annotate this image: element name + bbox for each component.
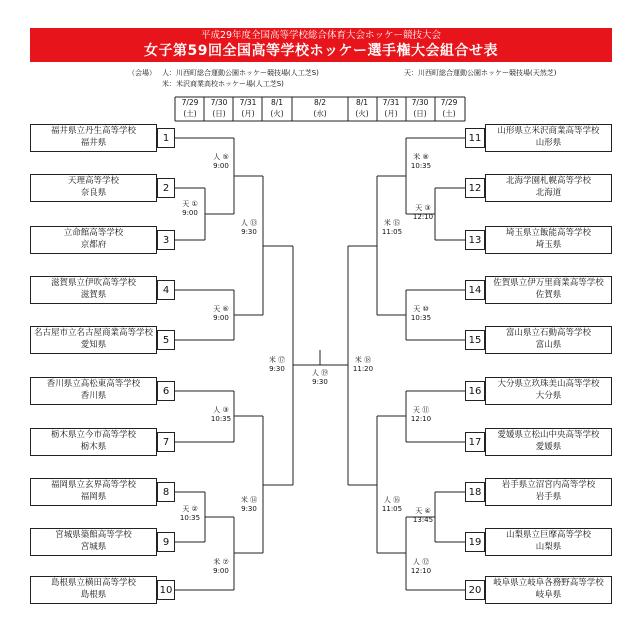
venue-line-1: 人：川西町総合運動公園ホッケー競技場(人工芝S) — [162, 69, 319, 77]
team-box-12: 北海学園札幌高等学校 北海道 — [485, 174, 612, 202]
match-label: 米 ⑮ 11:05 — [381, 219, 403, 236]
team-number: 9 — [157, 532, 175, 552]
match-label: 人 ⑲ 9:30 — [311, 369, 329, 386]
team-box-6: 香川県立高松東高等学校 香川県 — [30, 377, 157, 405]
date-col: 7/29 (土) — [440, 98, 458, 118]
match-label: 人 ⑫ 12:10 — [410, 558, 432, 575]
team-number: 19 — [465, 532, 485, 552]
venue-line-2: 米：米沢商業高校ホッケー場(人工芝S) — [162, 80, 284, 88]
team-box-2: 天理高等学校 奈良県 — [30, 174, 157, 202]
match-label: 人 ⑬ 9:30 — [240, 219, 258, 236]
team-box-11: 山形県立米沢商業高等学校 山形県 — [485, 124, 612, 152]
team-box-17: 愛媛県立松山中央高等学校 愛媛県 — [485, 428, 612, 456]
team-number: 3 — [157, 230, 175, 250]
date-col: 8/1 (火) — [355, 98, 369, 118]
team-box-19: 山梨県立巨摩高等学校 山梨県 — [485, 528, 612, 556]
venue-line-3: 天：川西町総合運動公園ホッケー競技場(天然芝) — [404, 69, 557, 77]
team-number: 13 — [465, 230, 485, 250]
team-box-1: 福井県立丹生高等学校 福井県 — [30, 124, 157, 152]
team-box-4: 滋賀県立伊吹高等学校 滋賀県 — [30, 276, 157, 304]
match-label: 米 ⑧ 10:35 — [410, 153, 432, 170]
match-label: 天 ③ 12:10 — [412, 204, 434, 221]
team-box-14: 佐賀県立伊万里商業高等学校 佐賀県 — [485, 276, 612, 304]
team-box-16: 大分県立玖珠美山高等学校 大分県 — [485, 377, 612, 405]
match-label: 天 ⑪ 12:10 — [410, 406, 432, 423]
tournament-title: 女子第59回全国高等学校ホッケー選手権大会組合せ表 — [144, 43, 498, 59]
team-box-18: 岩手県立沼宮内高等学校 岩手県 — [485, 478, 612, 506]
date-col: 8/2 (水) — [313, 98, 327, 118]
team-box-20: 岐阜県立岐阜各務野高等学校 岐阜県 — [485, 576, 612, 604]
team-number: 7 — [157, 432, 175, 452]
team-number: 5 — [157, 330, 175, 350]
team-number: 4 — [157, 280, 175, 300]
date-col: 7/30 (日) — [210, 98, 228, 118]
team-box-8: 福岡県立玄界高等学校 福岡県 — [30, 478, 157, 506]
team-number: 1 — [157, 128, 175, 148]
team-number: 8 — [157, 482, 175, 502]
match-label: 米 ⑱ 11:20 — [352, 356, 374, 373]
team-number: 15 — [465, 330, 485, 350]
date-col: 7/31 (月) — [239, 98, 257, 118]
date-col: 7/31 (月) — [382, 98, 400, 118]
team-box-3: 立命館高等学校 京都府 — [30, 226, 157, 254]
team-number: 2 — [157, 178, 175, 198]
team-number: 12 — [465, 178, 485, 198]
team-number: 6 — [157, 381, 175, 401]
venue-label: （会場） — [128, 69, 156, 77]
date-col: 7/29 (土) — [181, 98, 199, 118]
team-box-9: 宮城県築館高等学校 宮城県 — [30, 528, 157, 556]
date-col: 8/1 (火) — [270, 98, 284, 118]
team-number: 17 — [465, 432, 485, 452]
team-box-10: 島根県立横田高等学校 島根県 — [30, 576, 157, 604]
team-number: 20 — [465, 580, 485, 600]
match-label: 天 ① 9:00 — [182, 200, 198, 217]
date-col: 7/30 (日) — [411, 98, 429, 118]
match-label: 天 ⑩ 10:35 — [410, 305, 432, 322]
match-label: 米 ⑰ 9:30 — [268, 356, 286, 373]
team-number: 18 — [465, 482, 485, 502]
match-label: 天 ② 10:35 — [179, 505, 201, 522]
team-box-5: 名古屋市立名古屋商業高等学校 愛知県 — [30, 326, 157, 354]
team-box-15: 富山県立石動高等学校 富山県 — [485, 326, 612, 354]
team-number: 11 — [465, 128, 485, 148]
team-number: 14 — [465, 280, 485, 300]
match-label: 人 ③ 10:35 — [210, 406, 232, 423]
match-label: 人 ⑯ 11:05 — [381, 496, 403, 513]
team-box-13: 埼玉県立飯能高等学校 埼玉県 — [485, 226, 612, 254]
tournament-subtitle: 平成29年度全国高等学校総合体育大会ホッケー競技大会 — [200, 30, 442, 41]
team-number: 10 — [157, 580, 175, 600]
match-label: 米 ⑦ 9:00 — [213, 558, 229, 575]
match-label: 米 ⑭ 9:30 — [240, 496, 258, 513]
match-label: 人 ⑤ 9:00 — [213, 153, 229, 170]
match-label: 天 ⑥ 9:00 — [213, 305, 229, 322]
team-number: 16 — [465, 381, 485, 401]
team-box-7: 栃木県立今市高等学校 栃木県 — [30, 428, 157, 456]
match-label: 天 ④ 13:45 — [412, 507, 434, 524]
